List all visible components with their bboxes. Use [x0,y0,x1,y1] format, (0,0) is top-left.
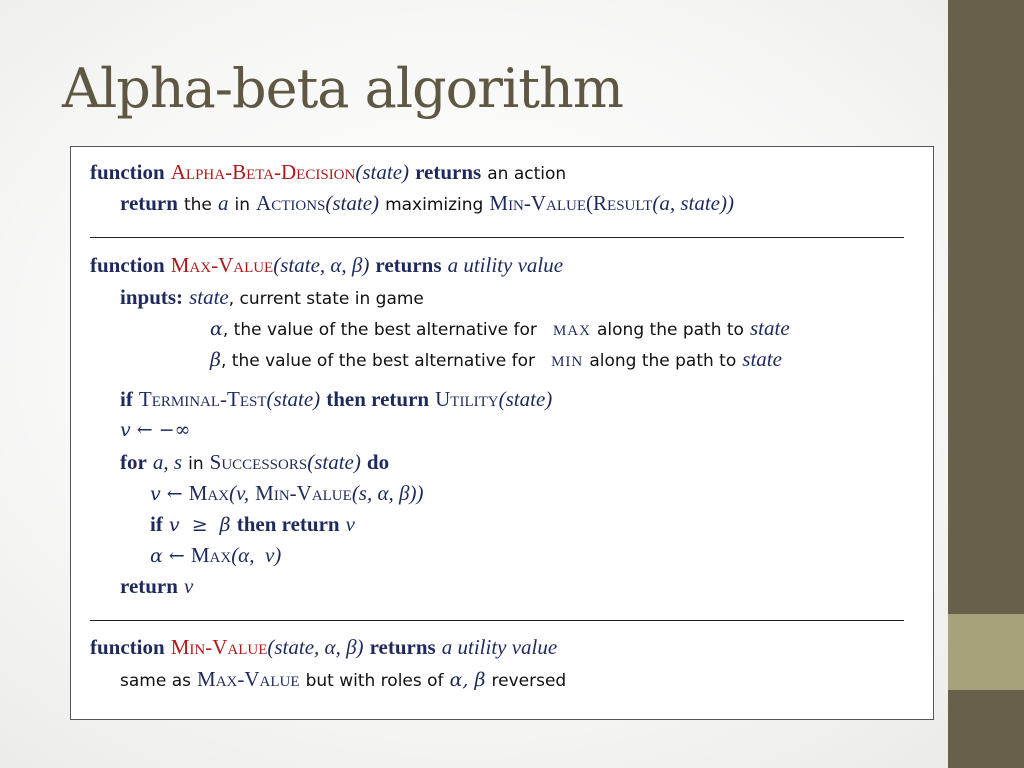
input-state-desc: , current state in game [228,289,424,309]
min-value-call: Min-Value [489,191,587,215]
return-var: v [345,512,355,536]
return-v-line [120,576,193,597]
v-update-line [150,483,423,504]
input-beta-desc: , the value of the best alternative for [220,351,536,371]
terminal-test-line [120,389,552,410]
sidebar-accent-block [948,614,1024,690]
player-max-label: MAX [552,323,591,339]
min-value-params: (state, α, β) [267,635,364,659]
decision-return-type: an action [487,164,567,184]
input-alpha-var: state [750,316,790,340]
max-call: Max [188,481,230,505]
prune-condition: v ≥ β [168,514,231,536]
keyword-returns: returns [375,253,442,277]
alpha-beta-symbols: α, β [449,669,486,691]
max-value-signature-line [90,255,563,276]
prune-check-line [150,514,355,535]
keyword-if: if [150,512,163,536]
result-args: (a, state)) [652,191,734,215]
input-beta-var: state [742,347,782,371]
keyword-returns: returns [415,160,482,184]
max-args: (α, v) [231,543,282,567]
decision-var-a: a [217,191,229,215]
input-alpha-desc: , the value of the best alternative for [222,320,537,340]
keyword-do: do [366,450,390,474]
input-state-var: state [189,285,229,309]
keyword-function: function [90,635,165,659]
inputs-alpha-line [210,318,790,339]
section-divider [90,620,904,621]
function-name-alpha-beta-decision: Alpha-Beta-Decision [170,160,356,184]
successors-call: Successors [209,450,308,474]
section-divider [90,237,904,238]
min-value-desc: same as [120,671,191,691]
min-value-return-type: a utility value [441,635,558,659]
keyword-return: return [120,191,178,215]
keyword-in: in [188,454,204,474]
v-assign: v ← [150,483,183,505]
terminal-test-arg: (state) [266,387,321,411]
for-loop-line [120,452,389,473]
actions-call: Actions [256,191,326,215]
max-call: Max [190,543,232,567]
decision-body-text: maximizing [385,195,484,215]
player-min-label: MIN [551,354,584,370]
v-init-statement: v ← −∞ [120,419,191,441]
decision-body-text: the [183,195,212,215]
keyword-function: function [90,160,165,184]
successors-arg: (state) [307,450,361,474]
for-loop-vars: a, s [152,450,183,474]
return-var: v [183,574,194,598]
inputs-beta-line [210,349,782,370]
keyword-inputs: inputs: [120,285,184,309]
keyword-then-return: then return [326,387,430,411]
min-value-desc: reversed [491,671,567,691]
actions-arg: (state) [325,191,380,215]
decision-signature-line [90,162,566,183]
keyword-returns: returns [369,635,436,659]
alpha-symbol: α [210,318,223,340]
utility-call: Utility [435,387,499,411]
keyword-if: if [120,387,133,411]
function-name-max-value: Max-Value [170,253,274,277]
utility-arg: (state) [498,387,553,411]
decision-body-line [120,193,734,214]
result-call: (Result [586,191,653,215]
max-value-return-type: a utility value [447,253,564,277]
algorithm-box [70,146,934,720]
keyword-for: for [120,450,147,474]
slide-title: Alpha-beta algorithm [62,57,623,120]
inputs-state-line [120,287,424,308]
min-value-args: (s, α, β)) [351,481,424,505]
beta-symbol: β [210,349,221,371]
alpha-assign: α ← [150,545,185,567]
terminal-test-call: Terminal-Test [138,387,267,411]
decision-param: (state) [355,160,410,184]
keyword-then-return: then return [236,512,340,536]
keyword-return: return [120,574,178,598]
max-value-params: (state, α, β) [273,253,370,277]
v-init-line [120,421,190,440]
function-name-min-value: Min-Value [170,635,268,659]
min-value-desc: but with roles of [305,671,444,691]
keyword-function: function [90,253,165,277]
alpha-update-line [150,545,281,566]
min-value-signature-line [90,637,557,658]
input-beta-tail: along the path to [589,351,737,371]
max-value-ref: Max-Value [197,667,300,691]
max-args: (v, [229,481,250,505]
min-value-desc-line [120,669,566,690]
input-alpha-tail: along the path to [597,320,744,340]
decision-body-text: in [234,195,250,215]
min-value-call: Min-Value [255,481,352,505]
